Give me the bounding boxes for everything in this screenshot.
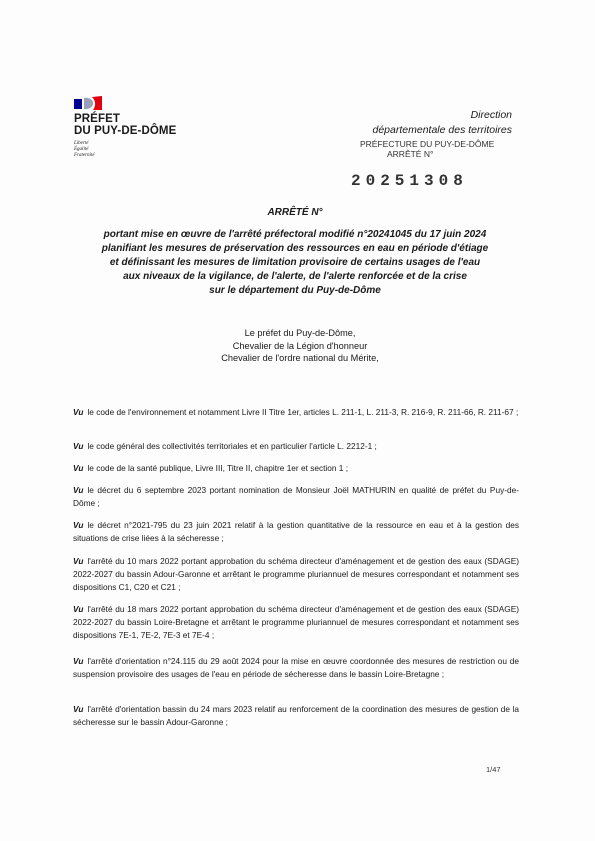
intro-line: Chevalier de l'ordre national du Mérite, [221, 353, 379, 363]
direction-header [373, 108, 513, 138]
direction-line-2: départementale des territoires [372, 124, 512, 136]
visa-text: l'arrêté d'orientation n°24.115 du 29 août 2024 pour la mise en œuvre coordonnée des mesures de restriction ou de suspension provisoire des usages de l'eau en période de sécheresse dans le bassin Loire-Bretagne ; [73, 656, 519, 679]
visa-text: l'arrêté du 10 mars 2022 portant approbation du schéma directeur d'aménagement et de gestion des eaux (SDAGE) 2022-2027 du bassin Adour-Garonne et arrêtant le programme pluriannuel de mesures correspondant et notamment ses dispositions C1, C20 et C21 ; [73, 556, 519, 592]
visa-paragraph [73, 440, 519, 453]
visa-paragraph [73, 555, 519, 594]
title-line: sur le département du Puy-de-Dôme [209, 285, 381, 296]
republic-motto [74, 141, 194, 159]
visa-text: le code de la santé publique, Livre III, Titre II, chapitre 1er et section 1 ; [87, 463, 349, 473]
visa-text: l'arrêté du 18 mars 2022 portant approbation du schéma directeur d'aménagement et de gestion des eaux (SDAGE) 2022-2027 du bassin Loire-Bretagne et arrêtant le programme pluriannuel de mesures correspondant et notamment ses dispositions 7E-1, 7E-2, 7E-3 et 7E-4 ; [73, 604, 519, 640]
visa-vu: Vu [73, 556, 84, 566]
visa-text: le code général des collectivités territoriales et en particulier l'article L. 2212-1 ; [87, 441, 377, 451]
visa-vu: Vu [73, 656, 84, 666]
page-number: 1/47 [486, 765, 501, 774]
prefet-line-2: DU PUY-DE-DÔME [74, 125, 177, 137]
marianne-icon [74, 96, 102, 110]
visa-vu: Vu [73, 520, 84, 530]
prefet-line-1: PRÉFET [74, 113, 120, 125]
visa-vu: Vu [73, 704, 84, 714]
motto-liberte: Liberté [74, 141, 89, 146]
visa-vu: Vu [73, 485, 84, 495]
intro-line: Le préfet du Puy-de-Dôme, [244, 328, 356, 338]
title-line: aux niveaux de la vigilance, de l'alerte, de l'alerte renforcée et de la crise [123, 271, 467, 282]
visa-vu: Vu [73, 441, 84, 451]
visa-vu: Vu [73, 407, 84, 417]
title-line: et définissant les mesures de limitation provisoire de certains usages de l'eau [109, 257, 481, 268]
prefect-intro [100, 327, 500, 365]
visa-text: le code de l'environnement et notamment Livre II Titre 1er, articles L. 211-1, L. 211-3, R. 216-9, R. 211-66, R. 211-67 ; [87, 407, 519, 417]
stamp-line-1: PRÉFECTURE DU PUY-DE-DÔME [360, 139, 495, 149]
visa-vu: Vu [73, 604, 84, 614]
visa-text: le décret n°2021-795 du 23 juin 2021 relatif à la gestion quantitative de la ressource en eau et à la gestion des situations de crise liées à la sécheresse ; [73, 520, 519, 543]
prefecture-stamp [360, 139, 494, 159]
visa-paragraph [73, 519, 519, 545]
title-line: portant mise en œuvre de l'arrêté préfectoral modifié n°20241045 du 17 juin 2024 [103, 229, 487, 240]
visa-paragraph [73, 484, 519, 510]
visa-vu: Vu [73, 463, 84, 473]
title-line: planifiant les mesures de préservation des ressources en eau en période d'étiage [101, 243, 489, 254]
motto-fraternite: Fraternité [74, 153, 95, 158]
stamp-number: 20251308 [351, 172, 468, 190]
visa-paragraph [73, 462, 519, 475]
visa-paragraph [73, 406, 519, 419]
direction-line-1: Direction [470, 109, 512, 121]
visa-paragraph [73, 603, 519, 642]
arrete-heading: ARRÊTÉ N° [267, 207, 323, 218]
visa-paragraph [73, 703, 519, 729]
stamp-line-2: ARRÊTÉ N° [387, 149, 434, 159]
visa-text: l'arrêté d'orientation bassin du 24 mars 2023 relatif au renforcement de la coordination des mesures de gestion de la sécheresse sur le bassin Adour-Garonne ; [73, 704, 519, 727]
arrete-title-block [60, 206, 530, 298]
prefet-title [74, 113, 194, 137]
intro-line: Chevalier de la Légion d'honneur [232, 340, 368, 351]
prefet-logo [74, 96, 194, 159]
visa-text: le décret du 6 septembre 2023 portant nomination de Monsieur Joël MATHURIN en qualité de préfet du Puy-de-Dôme ; [73, 485, 519, 508]
visa-paragraph [73, 655, 519, 681]
motto-egalite: Égalité [74, 147, 89, 152]
